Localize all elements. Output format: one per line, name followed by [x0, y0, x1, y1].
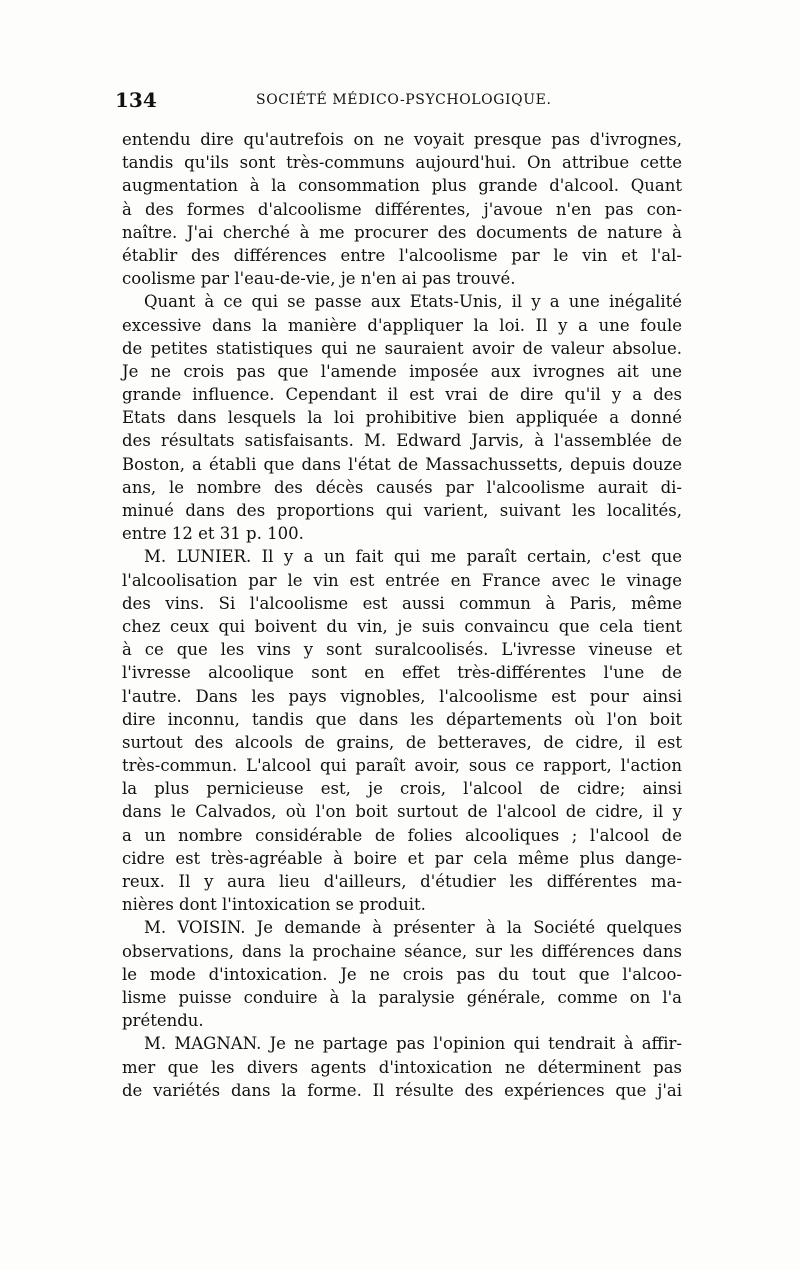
text-line: excessive dans la manière d'appliquer la loi. Il y a une foule [122, 315, 682, 335]
page-header [115, 86, 685, 116]
text-line: prétendu. [122, 1011, 204, 1031]
text-line: M. VOISIN. Je demande à présenter à la Société quelques [144, 918, 682, 938]
text-line: Quant à ce qui se passe aux Etats-Unis, il y a une inégalité [144, 292, 682, 312]
text-line: le mode d'intoxication. Je ne crois pas du tout que l'alcoo- [122, 964, 682, 984]
page-number: 134 [115, 88, 157, 112]
text-line: a un nombre considérable de folies alcooliques ; l'alcool de [122, 825, 682, 845]
text-line: à ce que les vins y sont suralcoolisés. L'ivresse vineuse et [122, 640, 682, 660]
text-line: observations, dans la prochaine séance, sur les différences dans [122, 941, 682, 961]
text-line: M. MAGNAN. Je ne partage pas l'opinion qui tendrait à affir- [144, 1034, 682, 1054]
text-line: de petites statistiques qui ne sauraient avoir de valeur absolue. [122, 338, 682, 358]
text-line: la plus pernicieuse est, je crois, l'alcool de cidre; ainsi [122, 779, 682, 799]
text-line: Boston, a établi que dans l'état de Massachussetts, depuis douze [122, 454, 682, 474]
text-line: l'autre. Dans les pays vignobles, l'alcoolisme est pour ainsi [122, 686, 682, 706]
text-line: reux. Il y aura lieu d'ailleurs, d'étudier les différentes ma- [122, 872, 682, 891]
text-line: dire inconnu, tandis que dans les départements où l'on boit [122, 709, 682, 729]
text-line: coolisme par l'eau-de-vie, je n'en ai pas trouvé. [122, 269, 516, 289]
text-line: Etats dans lesquels la loi prohibitive bien appliquée a donné [122, 408, 682, 428]
text-line: Je ne crois pas que l'amende imposée aux ivrognes ait une [122, 361, 682, 381]
text-line: nières dont l'intoxication se produit. [122, 895, 426, 915]
text-line: M. LUNIER. Il y a un fait qui me paraît certain, c'est que [144, 547, 682, 567]
text-line: surtout des alcools de grains, de betteraves, de cidre, il est [122, 732, 682, 752]
text-line: à des formes d'alcoolisme différentes, j'avoue n'en pas con- [122, 199, 682, 219]
text-line: chez ceux qui boivent du vin, je suis convaincu que cela tient [122, 616, 682, 636]
text-line: l'ivresse alcoolique sont en effet très-différentes l'une de [122, 663, 682, 683]
text-line: naître. J'ai cherché à me procurer des documents de nature à [122, 222, 682, 242]
text-line: ans, le nombre des décès causés par l'alcoolisme aurait di- [122, 477, 682, 497]
text-line: entendu dire qu'autrefois on ne voyait presque pas d'ivrognes, [122, 130, 682, 149]
text-line: de variétés dans la forme. Il résulte des expériences que j'ai [122, 1080, 682, 1100]
text-line: des résultats satisfaisants. M. Edward Jarvis, à l'assemblée de [122, 431, 682, 451]
text-line: lisme puisse conduire à la paralysie générale, comme on l'a [122, 987, 682, 1007]
text-line: augmentation à la consommation plus grande d'alcool. Quant [122, 176, 682, 196]
text-line: entre 12 et 31 p. 100. [122, 524, 304, 544]
body-text [122, 128, 682, 1102]
text-line: tandis qu'ils sont très-communs aujourd'hui. On attribue cette [122, 153, 682, 173]
text-line: dans le Calvados, où l'on boit surtout de l'alcool de cidre, il y [122, 802, 682, 822]
text-line: grande influence. Cependant il est vrai de dire qu'il y a des [122, 385, 682, 405]
text-line: minué dans des proportions qui varient, suivant les localités, [122, 501, 682, 520]
text-line: l'alcoolisation par le vin est entrée en France avec le vinage [122, 570, 682, 590]
text-line: très-commun. L'alcool qui paraît avoir, sous ce rapport, l'action [122, 756, 682, 776]
text-line: des vins. Si l'alcoolisme est aussi commun à Paris, même [122, 593, 682, 613]
text-line: mer que les divers agents d'intoxication ne déterminent pas [122, 1057, 682, 1077]
running-title: SOCIÉTÉ MÉDICO-PSYCHOLOGIQUE. [256, 92, 552, 108]
text-line: cidre est très-agréable à boire et par cela même plus dange- [122, 848, 682, 868]
text-line: établir des différences entre l'alcoolisme par le vin et l'al- [122, 245, 682, 265]
